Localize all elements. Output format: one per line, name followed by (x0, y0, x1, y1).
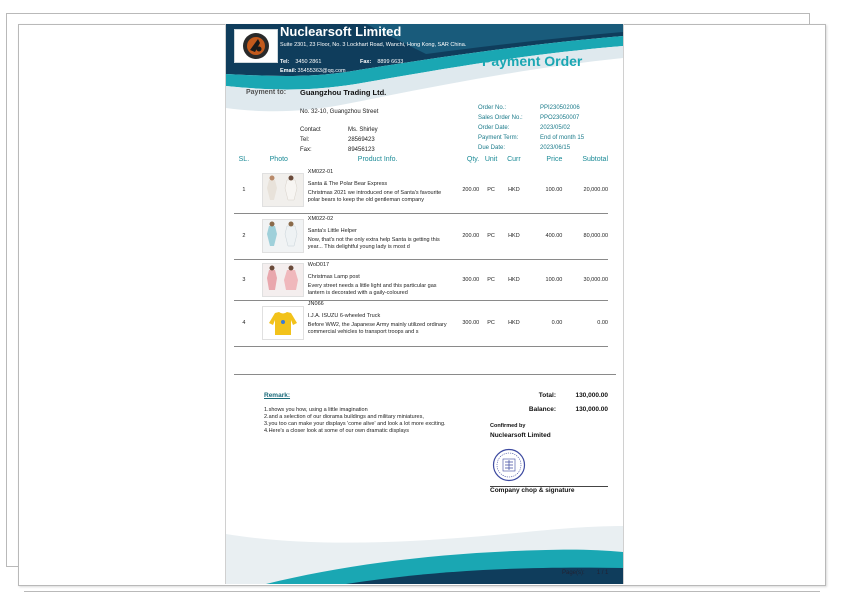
company-email-line (280, 68, 346, 74)
row-subtotal: 20,000.00 (583, 186, 608, 193)
payto-contact-label: Contact (300, 127, 321, 133)
row-price: 100.00 (545, 276, 563, 283)
product-code: JN066 (307, 300, 324, 307)
row-product-info (304, 167, 448, 213)
row-subtotal: 80,000.00 (583, 233, 608, 239)
product-code: XM022-01 (307, 169, 334, 175)
table-row (234, 167, 608, 213)
row-unit: PC (487, 276, 495, 283)
col-qty: Qty. (466, 156, 480, 163)
sales-order-no: PPO23050007 (540, 115, 580, 121)
row-curr: HKD (508, 233, 520, 239)
row-price: 400.00 (545, 233, 563, 239)
company-fax-label: Fax: (360, 59, 372, 65)
row-product-info (304, 213, 448, 259)
product-name: Santa & The Polar Bear Express (307, 181, 388, 187)
row-curr: HKD (508, 276, 520, 283)
row-qty: 200.00 (462, 233, 480, 239)
row-curr: HKD (508, 320, 520, 326)
table-row (234, 300, 608, 346)
table-row (234, 213, 608, 259)
row-sl: 4 (242, 320, 246, 326)
row-sl: 2 (242, 233, 246, 239)
payment-term: End of month 15 (540, 135, 585, 141)
row-subtotal: 0.00 (597, 320, 608, 326)
page-indicator (562, 570, 608, 576)
order-info (478, 103, 584, 153)
remark-title: Remark: (264, 392, 291, 399)
order-date: 2023/05/02 (540, 125, 571, 131)
row-qty: 300.00 (462, 320, 480, 326)
sales-order-no-label: Sales Order No.: (478, 115, 523, 121)
remark-line: 3.you too can make your displays 'come alive' and look a lot more exciting. (264, 421, 446, 427)
remark-line: 4.Here's a closer look at some of our own dramatic displays (264, 428, 410, 434)
company-email-label: Email: (280, 68, 297, 74)
row-sl: 3 (242, 276, 246, 283)
balance-label: Balance: (528, 406, 556, 413)
company-email: 35455363@qq.com (297, 68, 346, 74)
yellow-sweater-photo (262, 306, 304, 340)
payto-address: No. 32-10, Guangzhou Street (300, 109, 379, 115)
remark-line: 2.and a selection of our diorama buildings and military miniatures, (264, 414, 424, 420)
remark-lines (264, 407, 474, 435)
signature-label: Company chop & signature (490, 487, 575, 494)
product-description: Before WW2, the Japanese Army mainly utilized ordinary commercial vehicles to transport troops and s (307, 321, 447, 335)
company-fax: 8899 6633 (377, 59, 404, 65)
balance-value: 130,000.00 (575, 406, 608, 413)
row-price: 100.00 (545, 186, 563, 193)
row-subtotal: 30,000.00 (583, 276, 608, 283)
row-unit: PC (487, 186, 495, 193)
product-code: XM022-02 (307, 215, 334, 222)
company-logo (234, 29, 278, 63)
total-value: 130,000.00 (575, 392, 608, 399)
col-photo: Photo (269, 156, 288, 163)
col-price: Price (546, 156, 563, 163)
col-product-info: Product Info. (357, 156, 398, 163)
sheet-shadow (24, 588, 820, 592)
row-product-info (304, 259, 448, 300)
company-address: Suite 2301, 23 Floor, No. 3 Lockhart Road, Wanchi, Hong Kong, SAR China. (280, 42, 467, 48)
company-name: Nuclearsoft Limited (280, 24, 402, 39)
floral-dress-photo (262, 263, 304, 297)
document-page (225, 24, 624, 584)
col-subtotal: Subtotal (582, 156, 608, 163)
payto-fax-label: Fax: (300, 147, 312, 153)
payto-contact-block (300, 125, 378, 155)
row-unit: PC (487, 233, 495, 239)
order-date-label: Order Date: (478, 125, 510, 131)
payto-fax: 89456123 (348, 147, 375, 153)
company-tel: 3450 2861 (295, 59, 322, 65)
payto-label: Payment to: (246, 89, 287, 96)
order-no: PPI230502006 (540, 105, 580, 111)
table-row (234, 259, 608, 300)
product-name: Santa's Little Helper (307, 227, 357, 234)
payto-tel-label: Tel: (300, 137, 310, 143)
items-table (234, 155, 608, 347)
product-description: Now, that's not the only extra help Santa is getting this year... This delightful young lady is most d (307, 236, 440, 250)
divider (234, 374, 616, 375)
row-product-info (304, 300, 448, 346)
company-tel-label: Tel: (280, 59, 290, 65)
row-curr: HKD (508, 186, 520, 193)
payto-name: Guangzhou Trading Ltd. (300, 88, 387, 97)
company-seal-stamp (492, 448, 526, 482)
payto-contact: Ms. Shirley (348, 127, 378, 133)
col-sl: SL. (238, 156, 250, 163)
due-date-label: Due Date: (478, 145, 506, 151)
row-photo-cell (254, 259, 304, 300)
row-qty: 300.00 (462, 276, 480, 283)
company-tel-line (280, 59, 321, 65)
row-unit: PC (487, 320, 495, 326)
product-name: Christmas Lamp post (307, 273, 360, 280)
row-price: 0.00 (551, 320, 563, 326)
row-photo-cell (254, 300, 304, 346)
company-fax-line (360, 59, 403, 65)
product-description: Every street needs a little light and this particular gas lantern is decorated with a gaily-coloured (307, 282, 437, 296)
payto-tel: 28569423 (348, 137, 375, 143)
page-value: 1 / 1 (596, 570, 609, 576)
blue-dress-photo (262, 219, 304, 253)
white-dress-photo (262, 173, 304, 207)
row-sl: 1 (242, 186, 246, 193)
due-date: 2023/06/15 (540, 145, 571, 151)
confirmed-by-company: Nuclearsoft Limited (490, 432, 551, 439)
row-photo-cell (254, 213, 304, 259)
col-unit: Unit (484, 156, 498, 163)
row-photo-cell (254, 167, 304, 213)
remark-line: 1.shows you how, using a little imagination (264, 407, 368, 413)
product-code: WoD017 (307, 261, 330, 268)
order-no-label: Order No.: (478, 105, 507, 111)
total-label: Total: (538, 392, 556, 399)
col-curr: Curr (507, 156, 521, 163)
payment-term-label: Payment Term: (478, 135, 519, 141)
confirmed-by-label: Confirmed by (490, 423, 526, 429)
product-name: I.J.A. ISUZU 6-wheeled Truck (307, 312, 381, 319)
document-title: Payment Order (482, 53, 583, 69)
page-label: Page(s): (562, 570, 585, 576)
totals-block (496, 392, 608, 420)
product-description: Christmas 2021 we introduced one of Santa's favourite polar bears to keep the old gentleman company (307, 190, 442, 203)
row-qty: 200.00 (462, 186, 480, 193)
items-header-row (234, 155, 608, 167)
